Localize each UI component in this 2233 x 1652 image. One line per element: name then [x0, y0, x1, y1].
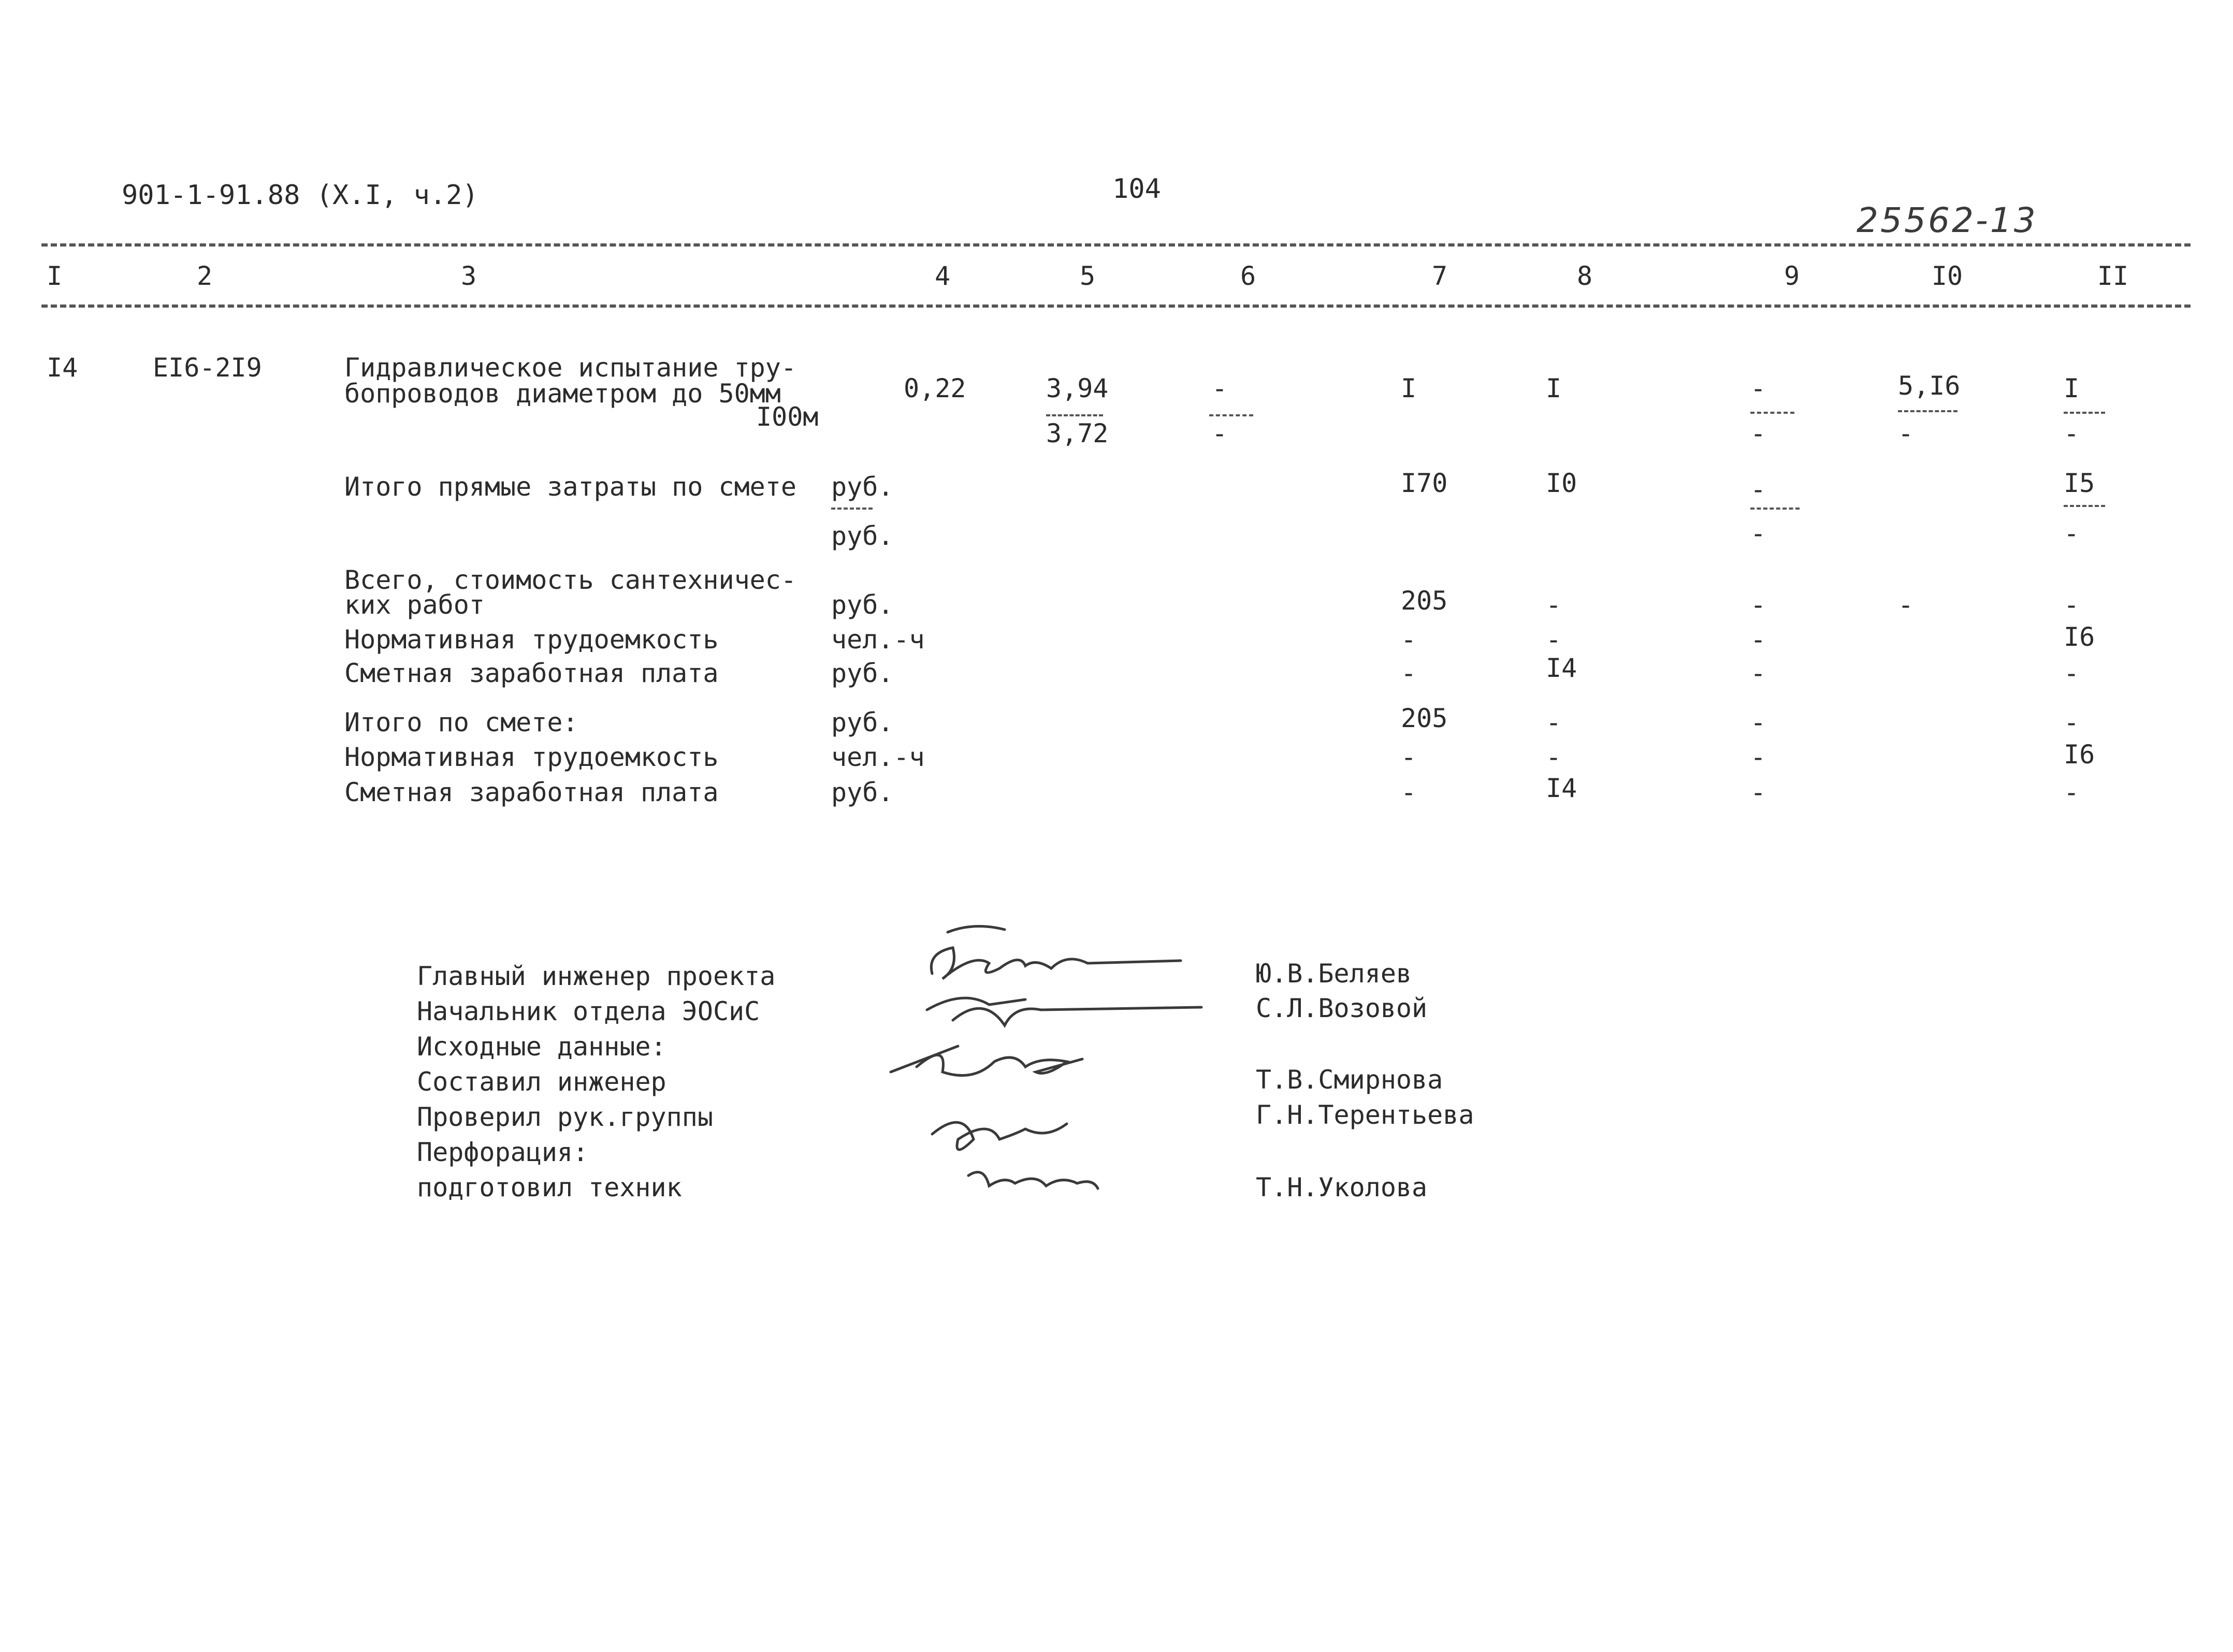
direct-costs-col-11: I5: [2064, 468, 2095, 498]
row-col-10-value-bottom: -: [1898, 418, 1914, 448]
grand-total-col-9: -: [1750, 707, 1766, 737]
total-works-col-11: -: [2064, 590, 2080, 620]
row-col-7-value: I: [1401, 373, 1417, 403]
col-2-header: 2: [196, 261, 213, 291]
name-chief-engineer: Ю.В.Беляев: [1256, 959, 1412, 989]
direct-costs-col-7: I70: [1401, 468, 1448, 498]
direct-costs-col-8: I0: [1546, 468, 1577, 498]
col-4-header: 4: [934, 261, 951, 291]
labor-1-col-9: -: [1750, 625, 1766, 655]
labor-1-col-11: I6: [2064, 622, 2095, 652]
row-unit: I00м: [756, 402, 819, 432]
col-3-header: 3: [460, 261, 477, 291]
grand-total-col-8: -: [1546, 707, 1562, 737]
wage-2-col-7: -: [1401, 777, 1417, 807]
role-source-data: Исходные данные:: [417, 1032, 666, 1062]
wage-1-label: Сметная заработная плата: [344, 658, 719, 688]
row-col-10-divider: [1898, 410, 1958, 412]
row-quantity: 0,22: [904, 373, 966, 403]
wage-1-col-8: I4: [1546, 653, 1577, 683]
header-top-rule: [41, 243, 2191, 247]
wage-2-unit: руб.: [831, 777, 894, 807]
page-number: 104: [1112, 173, 1161, 205]
row-col-9-value-bottom: -: [1750, 418, 1766, 448]
direct-costs-unit: руб.: [831, 472, 894, 502]
col-9-header: 9: [1784, 261, 1800, 291]
name-compiled-by: Т.В.Смирнова: [1256, 1065, 1443, 1095]
row-col-6-value-bottom: -: [1212, 418, 1228, 448]
stamp-number: 25562-13: [1857, 200, 2038, 240]
labor-2-label: Нормативная трудоемкость: [344, 742, 719, 772]
total-works-col-7: 205: [1401, 586, 1448, 616]
row-price-bottom: 3,72: [1046, 418, 1109, 448]
grand-total-unit: руб.: [831, 707, 894, 737]
labor-1-col-8: -: [1546, 625, 1562, 655]
grand-total-label: Итого по смете:: [344, 707, 578, 737]
labor-1-col-7: -: [1401, 625, 1417, 655]
row-description-line-1: Гидравлическое испытание тру-: [344, 353, 796, 383]
labor-2-unit: чел.-ч: [831, 742, 925, 772]
direct-costs-col-9-bottom: -: [1750, 518, 1766, 548]
row-code: ЕI6-2I9: [153, 353, 262, 383]
labor-2-col-7: -: [1401, 742, 1417, 772]
col-8-header: 8: [1576, 261, 1593, 291]
direct-costs-col-11-divider: [2064, 505, 2105, 507]
wage-1-col-11: -: [2064, 658, 2080, 688]
row-description-line-2: бопроводов диаметром до 50мм: [344, 379, 781, 409]
role-compiled-by: Составил инженер: [417, 1067, 666, 1097]
labor-2-col-9: -: [1750, 742, 1766, 772]
total-works-unit: руб.: [831, 590, 894, 620]
role-perforation: Перфорация:: [417, 1137, 589, 1167]
total-works-col-10: -: [1898, 590, 1914, 620]
labor-2-col-8: -: [1546, 742, 1562, 772]
row-col-11-value: I: [2064, 373, 2080, 403]
name-checked-by: Г.Н.Терентьева: [1256, 1100, 1474, 1130]
direct-costs-unit-divider: [831, 508, 873, 510]
wage-2-col-11: -: [2064, 777, 2080, 807]
document-code: 901-1-91.88 (Х.I, ч.2): [122, 180, 479, 211]
wage-1-col-9: -: [1750, 658, 1766, 688]
total-works-label-1: Всего, стоимость сантехничес-: [344, 565, 796, 595]
role-technician: подготовил техник: [417, 1172, 682, 1202]
total-works-col-8: -: [1546, 590, 1562, 620]
direct-costs-col-9-divider: [1750, 508, 1800, 510]
role-checked-by: Проверил рук.группы: [417, 1102, 713, 1132]
wage-2-col-8: I4: [1546, 773, 1577, 803]
total-works-label-2: ких работ: [344, 590, 485, 620]
name-department-head: С.Л.Возовой: [1256, 993, 1428, 1023]
row-col-9-divider: [1750, 412, 1794, 414]
role-department-head: Начальник отдела ЭОСиС: [417, 996, 760, 1026]
row-number: I4: [47, 353, 78, 383]
col-7-header: 7: [1431, 261, 1448, 291]
direct-costs-col-11-bottom: -: [2064, 518, 2080, 548]
wage-2-label: Сметная заработная плата: [344, 777, 719, 807]
row-price-top: 3,94: [1046, 373, 1109, 403]
wage-2-col-9: -: [1750, 777, 1766, 807]
col-10-header: I0: [1931, 261, 1963, 291]
row-col-6-divider: [1209, 414, 1253, 416]
role-chief-engineer: Главный инженер проекта: [417, 961, 776, 991]
header-bottom-rule: [41, 305, 2191, 308]
row-col-10-value: 5,I6: [1898, 371, 1961, 401]
col-6-header: 6: [1240, 261, 1256, 291]
row-col-11-value-bottom: -: [2064, 418, 2080, 448]
labor-1-label: Нормативная трудоемкость: [344, 625, 719, 655]
col-1-header: I: [46, 261, 63, 291]
row-col-9-value: -: [1750, 373, 1766, 403]
direct-costs-label: Итого прямые затраты по смете: [344, 472, 796, 502]
row-col-8-value: I: [1546, 373, 1562, 403]
wage-1-unit: руб.: [831, 658, 894, 688]
signatures-handwriting: [870, 917, 1222, 1217]
wage-1-col-7: -: [1401, 658, 1417, 688]
total-works-col-9: -: [1750, 590, 1766, 620]
col-5-header: 5: [1079, 261, 1096, 291]
grand-total-col-11: -: [2064, 707, 2080, 737]
labor-2-col-11: I6: [2064, 740, 2095, 770]
direct-costs-unit-2: руб.: [831, 521, 894, 551]
col-11-header: II: [2097, 261, 2129, 291]
row-col-11-divider: [2064, 412, 2105, 414]
row-col-6-value: -: [1212, 373, 1228, 403]
name-technician: Т.Н.Уколова: [1256, 1172, 1428, 1202]
labor-1-unit: чел.-ч: [831, 625, 925, 655]
row-price-divider: [1046, 414, 1103, 416]
direct-costs-col-9: -: [1750, 474, 1766, 504]
grand-total-col-7: 205: [1401, 703, 1448, 733]
